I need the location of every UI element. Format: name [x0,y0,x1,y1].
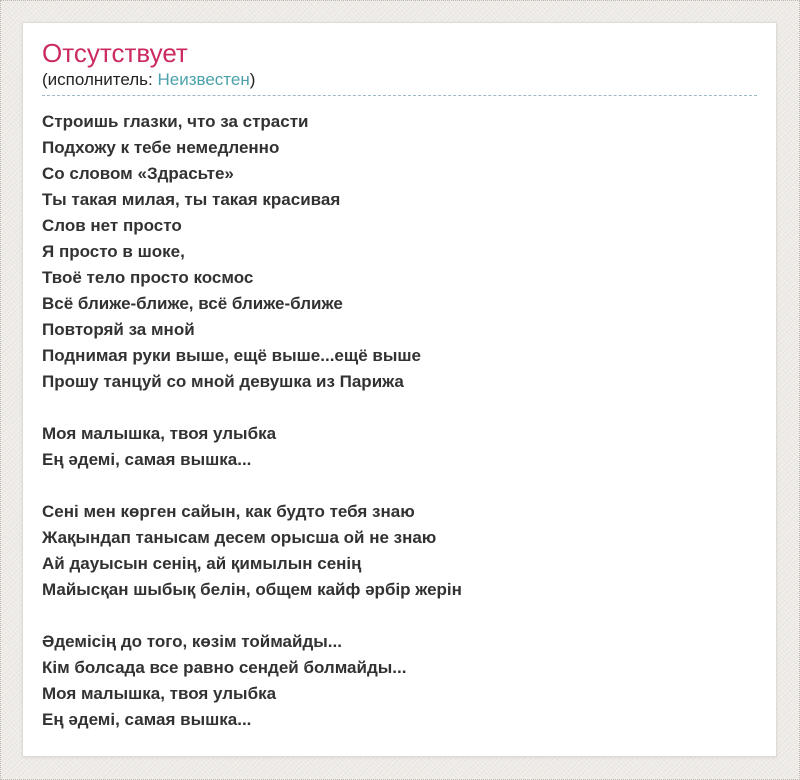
lyric-line: Моя малышка, твоя улыбка [42,684,277,703]
artist-label-prefix: (исполнитель: [42,70,158,89]
lyric-line: Слов нет просто [42,216,182,235]
lyrics-card [22,22,777,757]
lyric-line: Я просто в шоке, [42,242,185,261]
lyric-line: Ең әдемі, самая вышка... [42,450,252,469]
lyrics-stanza-2 [42,421,757,473]
lyric-line: Подхожу к тебе немедленно [42,138,280,157]
lyric-line: Ты такая милая, ты такая красивая [42,190,341,209]
lyric-line: Прошу танцуй со мной девушка из Парижа [42,372,404,391]
artist-line [42,69,757,96]
lyric-line: Сені мен көрген сайын, как будто тебя знаю [42,502,415,521]
artist-label-suffix: ) [249,70,256,89]
lyric-line: Әдемісің до того, көзім тоймайды... [42,632,342,651]
lyric-line: Ай дауысын сенің, ай қимылын сенің [42,554,362,573]
lyrics-stanza-1 [42,109,757,395]
lyric-line: Строишь глазки, что за страсти [42,112,309,131]
lyric-line: Майысқан шыбық белін, общем кайф әрбір жерін [42,580,462,599]
lyrics-stanza-4 [42,629,757,733]
lyrics-text [42,109,757,733]
lyric-line: Кім болсада все равно сендей болмайды... [42,658,407,677]
lyric-line: Всё ближе-ближе, всё ближе-ближе [42,294,343,313]
lyrics-stanza-3 [42,499,757,603]
lyric-line: Повторяй за мной [42,320,195,339]
lyric-line: Жақындап танысам десем орысша ой не знаю [42,528,437,547]
lyric-line: Ең әдемі, самая вышка... [42,710,252,729]
lyric-line: Со словом «Здрасьте» [42,164,234,183]
song-title: Отсутствует [42,38,188,68]
artist-link[interactable]: Неизвестен [157,70,250,89]
lyric-line: Моя малышка, твоя улыбка [42,424,277,443]
lyric-line: Твоё тело просто космос [42,268,254,287]
lyric-line: Поднимая руки выше, ещё выше...ещё выше [42,346,421,365]
